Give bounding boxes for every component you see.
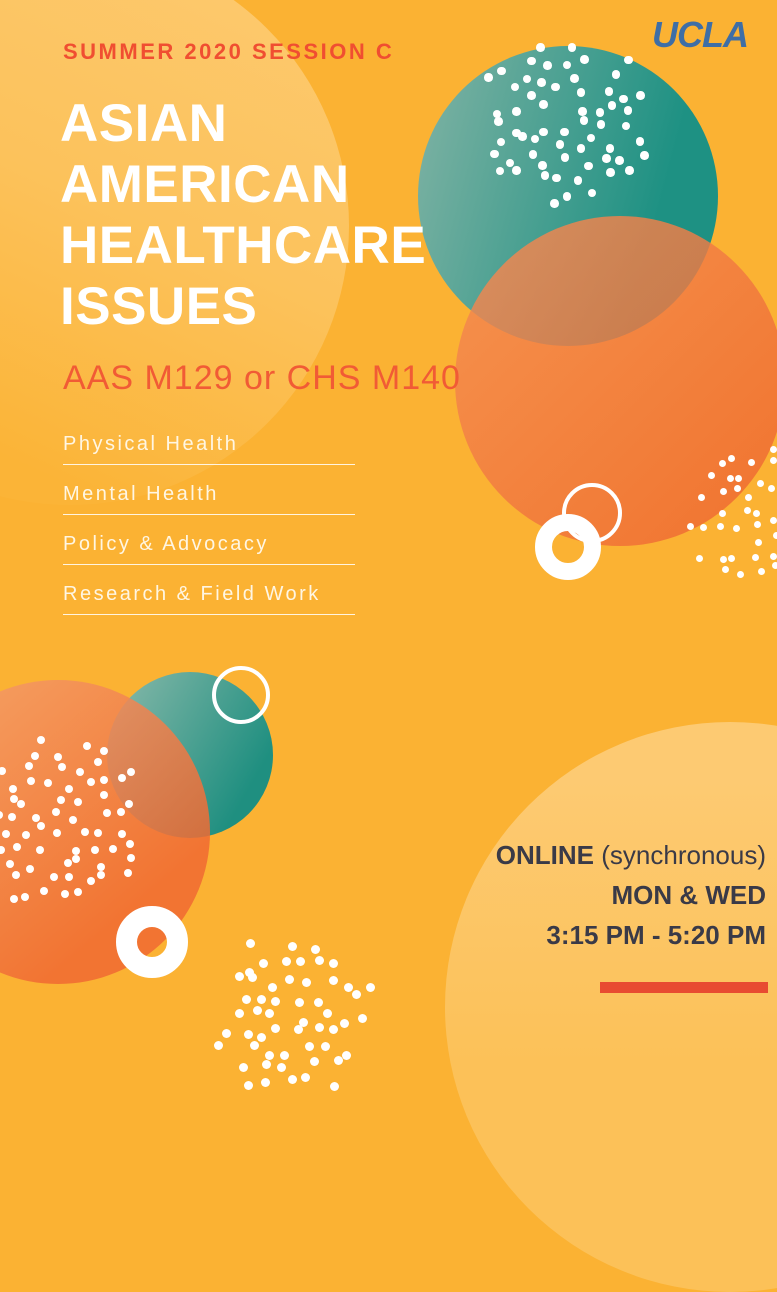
decorative-dot (311, 945, 320, 954)
decorative-dot (271, 1024, 280, 1033)
decorative-dot (728, 455, 735, 462)
decorative-dot (619, 95, 628, 104)
decorative-dot (770, 457, 777, 464)
decorative-dot (296, 957, 305, 966)
decorative-dot (608, 101, 617, 110)
accent-bar (600, 982, 768, 993)
decorative-dot (352, 990, 361, 999)
decorative-dot (222, 1029, 231, 1038)
decorative-dot (323, 1009, 332, 1018)
decorative-dot (518, 132, 527, 141)
decorative-dot (561, 153, 570, 162)
decorative-dot (577, 88, 586, 97)
decorative-dot (100, 747, 108, 755)
decorative-dot (527, 91, 536, 100)
decorative-dot (334, 1056, 343, 1065)
decorative-dot (551, 83, 560, 92)
decorative-dot (543, 61, 552, 70)
schedule-days: MON & WED (346, 875, 766, 915)
decorative-dot (625, 166, 634, 175)
decorative-dot (640, 151, 649, 160)
decorative-dot (615, 156, 624, 165)
decorative-dot (94, 758, 102, 766)
decorative-dot (330, 1082, 339, 1091)
title-line: ASIAN (60, 93, 426, 154)
decorative-dot (100, 776, 108, 784)
schedule-time: 3:15 PM - 5:20 PM (346, 915, 766, 955)
decorative-dot (244, 1030, 253, 1039)
decorative-dot (259, 959, 268, 968)
decorative-dot (295, 998, 304, 1007)
decorative-dot (32, 814, 40, 822)
decorative-dot (772, 562, 777, 569)
donut-icon (116, 906, 188, 978)
decorative-dot (745, 494, 752, 501)
decorative-dot (103, 809, 111, 817)
decorative-dot (239, 1063, 248, 1072)
decorative-dot (574, 176, 583, 185)
decorative-dot (636, 137, 645, 146)
decorative-dot (315, 1023, 324, 1032)
decorative-dot (127, 854, 135, 862)
decorative-dot (310, 1057, 319, 1066)
title-line: HEALTHCARE (60, 215, 426, 276)
decorative-dot (321, 1042, 330, 1051)
decorative-dot (602, 154, 611, 163)
decorative-dot (74, 888, 82, 896)
decorative-dot (40, 887, 48, 895)
decorative-dot (754, 521, 761, 528)
decorative-dot (302, 978, 311, 987)
decorative-dot (265, 1009, 274, 1018)
decorative-dot (539, 128, 548, 137)
topic-row (63, 432, 355, 465)
decorative-dot (748, 459, 755, 466)
decorative-dot (100, 791, 108, 799)
decorative-dot (294, 1025, 303, 1034)
decorative-dot (54, 753, 62, 761)
decorative-dot (358, 1014, 367, 1023)
decorative-dot (117, 808, 125, 816)
decorative-dot (242, 995, 251, 1004)
decorative-dot (340, 1019, 349, 1028)
decorative-dot (244, 1081, 253, 1090)
ring-outline-icon (212, 666, 270, 724)
decorative-dot (262, 1060, 271, 1069)
decorative-dot (539, 100, 548, 109)
decorative-dot (578, 107, 587, 116)
decorative-dot (588, 189, 597, 198)
decorative-dot (315, 956, 324, 965)
light-circle-bottom-right (445, 722, 777, 1292)
decorative-dot (329, 959, 338, 968)
decorative-dot (497, 67, 506, 76)
decorative-dot (235, 972, 244, 981)
decorative-dot (342, 1051, 351, 1060)
decorative-dot (118, 774, 126, 782)
decorative-dot (717, 523, 724, 530)
decorative-dot (87, 778, 95, 786)
decorative-dot (737, 571, 744, 578)
decorative-dot (37, 822, 45, 830)
decorative-dot (97, 863, 105, 871)
schedule-mode (346, 835, 766, 875)
decorative-dot (636, 91, 645, 100)
decorative-dot (282, 957, 291, 966)
decorative-dot (550, 199, 559, 208)
decorative-dot (580, 116, 589, 125)
decorative-dot (13, 843, 21, 851)
decorative-dot (753, 510, 760, 517)
decorative-dot (568, 43, 577, 52)
decorative-dot (541, 171, 550, 180)
decorative-dot (6, 860, 14, 868)
decorative-dot (733, 525, 740, 532)
decorative-dot (770, 553, 777, 560)
course-code: AAS M129 or CHS M140 (63, 358, 461, 398)
donut-icon (535, 514, 601, 580)
decorative-dot (752, 554, 759, 561)
poster-title (60, 93, 426, 337)
title-line: ISSUES (60, 276, 426, 337)
decorative-dot (584, 162, 593, 171)
decorative-dot (744, 507, 751, 514)
decorative-dot (288, 942, 297, 951)
decorative-dot (758, 568, 765, 575)
decorative-dot (490, 150, 499, 159)
decorative-dot (580, 55, 589, 64)
decorative-dot (127, 768, 135, 776)
decorative-dot (773, 532, 777, 539)
decorative-dot (285, 975, 294, 984)
decorative-dot (246, 939, 255, 948)
decorative-dot (301, 1073, 310, 1082)
decorative-dot (366, 983, 375, 992)
decorative-dot (512, 166, 521, 175)
decorative-dot (288, 1075, 297, 1084)
decorative-dot (314, 998, 323, 1007)
decorative-dot (25, 762, 33, 770)
decorative-dot (596, 108, 605, 117)
decorative-dot (624, 56, 633, 65)
decorative-dot (280, 1051, 289, 1060)
decorative-dot (538, 161, 547, 170)
decorative-dot (570, 74, 579, 83)
decorative-dot (277, 1063, 286, 1072)
decorative-dot (109, 845, 117, 853)
topic-label: Research & Field Work (63, 583, 321, 605)
decorative-dot (722, 566, 729, 573)
schedule-block (346, 835, 766, 955)
decorative-dot (17, 800, 25, 808)
decorative-dot (329, 976, 338, 985)
decorative-dot (757, 480, 764, 487)
decorative-dot (537, 78, 546, 87)
decorative-dot (687, 523, 694, 530)
decorative-dot (734, 485, 741, 492)
decorative-dot (624, 106, 633, 115)
decorative-dot (344, 983, 353, 992)
decorative-dot (577, 144, 586, 153)
topic-row (63, 482, 355, 515)
decorative-dot (770, 446, 777, 453)
decorative-dot (253, 1006, 262, 1015)
decorative-dot (118, 830, 126, 838)
topic-list (63, 432, 355, 632)
decorative-dot (50, 873, 58, 881)
decorative-dot (696, 555, 703, 562)
decorative-dot (494, 117, 503, 126)
decorative-dot (770, 517, 777, 524)
decorative-dot (268, 983, 277, 992)
decorative-dot (37, 736, 45, 744)
decorative-dot (97, 871, 105, 879)
session-eyebrow: SUMMER 2020 SESSION C (63, 39, 394, 65)
mode-online-label: ONLINE (496, 840, 594, 870)
topic-row (63, 532, 355, 565)
decorative-dot (248, 973, 257, 982)
decorative-dot (214, 1041, 223, 1050)
decorative-dot (235, 1009, 244, 1018)
decorative-dot (755, 539, 762, 546)
decorative-dot (606, 168, 615, 177)
topic-label: Policy & Advocacy (63, 533, 269, 555)
decorative-dot (536, 43, 545, 52)
decorative-dot (261, 1078, 270, 1087)
ucla-logo: UCLA (652, 15, 748, 55)
title-line: AMERICAN (60, 154, 426, 215)
decorative-dot (700, 524, 707, 531)
decorative-dot (305, 1042, 314, 1051)
decorative-dot (512, 107, 521, 116)
decorative-dot (26, 865, 34, 873)
decorative-dot (271, 997, 280, 1006)
decorative-dot (563, 192, 572, 201)
topic-row (63, 582, 355, 615)
decorative-dot (556, 140, 565, 149)
decorative-dot (720, 556, 727, 563)
decorative-dot (72, 847, 80, 855)
mode-sync-label: (synchronous) (594, 840, 766, 870)
decorative-dot (72, 855, 80, 863)
topic-label: Mental Health (63, 483, 219, 505)
decorative-dot (257, 995, 266, 1004)
decorative-dot (257, 1033, 266, 1042)
decorative-dot (265, 1051, 274, 1060)
topic-label: Physical Health (63, 433, 238, 455)
decorative-dot (250, 1041, 259, 1050)
decorative-dot (552, 174, 561, 183)
decorative-dot (64, 859, 72, 867)
decorative-dot (728, 555, 735, 562)
decorative-dot (560, 128, 569, 137)
decorative-dot (719, 510, 726, 517)
decorative-dot (768, 485, 775, 492)
decorative-dot (53, 829, 61, 837)
decorative-dot (735, 475, 742, 482)
decorative-dot (484, 73, 493, 82)
